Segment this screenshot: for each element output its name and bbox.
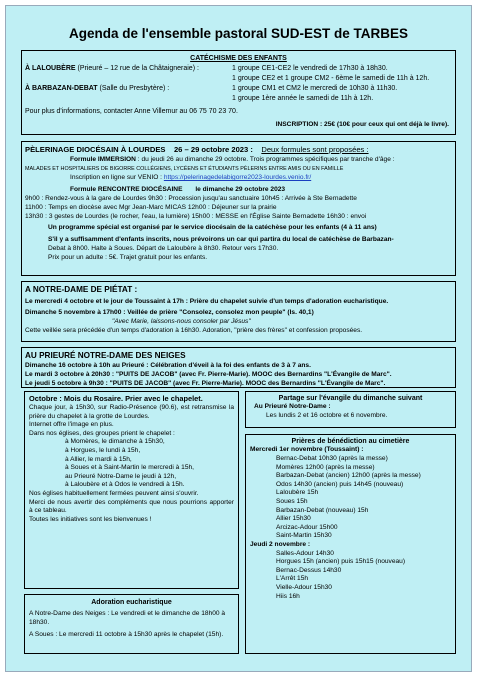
program-line-1: 9h00 : Rendez-vous à la gare de Lourdes 9h30 : Procession jusqu'au sanctuaire 10h45 : Arrivée à Ste Bernadette: [25, 195, 357, 202]
partage-heading: Partage sur l'évangile du dimanche suivant: [278, 395, 423, 402]
list-item: à Soues et à Saint-Martin le mercredi à 15h,: [65, 464, 195, 472]
laloubere-place: (Prieuré – 12 rue de la Châtaigneraie) :: [77, 65, 199, 72]
program-line-2: 11h00 : Temps en diocèse avec Mgr Jean-Marc MICAS 12h00 : Déjeuner sur la prairie: [25, 204, 277, 211]
lourdes-groups: MALADES ET HOSPITALIERS DE BIGORRE COLLÉGIENS, LYCÉENS ET ÉTUDIANTS PÈLERINS ENTRE AMIS OU EN FAMILLE: [25, 166, 344, 172]
piete-line-2: Dimanche 5 novembre à 17h00 : Veillée de prière "Consolez, consolez mon peuple" (Is. 40,1): [25, 309, 314, 316]
rosaire-p2: Internet offre l'image en plus.: [29, 421, 114, 429]
immersion-line: [70, 156, 395, 165]
list-item: Vielle-Adour 15h30: [276, 583, 332, 591]
rencontre-label: Formule RENCONTRE DIOCÉSAINE: [70, 186, 183, 193]
laloubere-group-1: 1 groupe CE1-CE2 le vendredi de 17h30 à 18h30.: [232, 65, 388, 72]
rencontre-line: [70, 186, 285, 195]
barbazan-line: [25, 84, 169, 93]
list-item: Horgues 15h (ancien) puis 15h15 (nouveau): [276, 558, 406, 566]
catechisme-contact: Pour plus d'informations, contacter Anne Villemur au 06 75 70 23 70.: [25, 108, 238, 115]
list-item: Arcizac-Adour 15h00: [276, 523, 338, 531]
list-item: au Prieuré Notre-Dame le jeudi à 12h,: [65, 472, 177, 480]
list-item: Laloubère 15h: [276, 489, 319, 497]
piete-heading: A NOTRE-DAME DE PIÉTAT :: [25, 285, 138, 294]
lourdes-dates: 26 – 29 octobre 2023 :: [173, 145, 253, 154]
partage-box: [245, 391, 456, 428]
programme-enfants: Un programme spécial est organisé par le service diocésain de la catéchèse pour les enfants (4 à 11 ans): [48, 224, 377, 231]
adoration-box: [24, 594, 239, 654]
list-item: Odos 14h30 (ancien) puis 14h45 (nouveau): [276, 480, 404, 488]
list-item: à Momères, le dimanche à 15h30,: [65, 438, 165, 446]
bus-line-2: Debat à 8h00. Halte à Soues. Départ de Laloubère à 8h30. Retour vers 17h30.: [48, 245, 279, 252]
program-line-3: 13h30 : 3 gestes de Lourdes (le rocher, l'eau, la lumière) 15h00 : MESSE en l'Église Sainte Bernadette 16h30 : envoi: [25, 213, 367, 220]
rosaire-p4: Nos églises habituellement fermées peuvent ainsi s'ouvrir.: [29, 489, 199, 497]
piete-quote: "Avec Marie, laissons-nous consoler par Jésus": [112, 318, 251, 325]
neiges-box: [21, 347, 456, 388]
neiges-heading: AU PRIEURÉ NOTRE-DAME DES NEIGES: [25, 351, 186, 360]
catechisme-box: [21, 50, 456, 135]
catechisme-heading: CATÉCHISME DES ENFANTS: [190, 55, 287, 62]
benediction-day-2: Jeudi 2 novembre :: [250, 540, 311, 548]
list-item: à Laloubère et à Odos le vendredi à 15h.: [65, 481, 185, 489]
rosaire-heading: Octobre : Mois du Rosaire. Prier avec le chapelet.: [29, 394, 203, 403]
rosaire-p1: Chaque jour, à 15h30, sur Radio-Présence (90.6), est retransmise la prière du chapelet à la grotte de Lourdes.: [29, 404, 234, 420]
list-item: Barbazan-Debat (ancien) 12h00 (après la messe): [276, 472, 421, 480]
immersion-text: : du jeudi 26 au dimanche 29 octobre. Trois programmes spécifiques par tranche d'âge :: [137, 156, 395, 163]
benediction-list-1: [250, 455, 451, 541]
rosaire-p5: Merci de nous avertir des compléments que nous pourrions apporter à ce tableau.: [29, 498, 234, 515]
list-item: Momères 12h00 (après la messe): [276, 463, 375, 471]
list-item: Salles-Adour 14h30: [276, 549, 334, 557]
venio-link[interactable]: https://pelerinagedelabigorre2023-lourdes.venio.fr/: [163, 174, 312, 181]
list-item: Barbazan-Debat (nouveau) 15h: [276, 506, 369, 514]
benediction-list-2: [250, 550, 451, 602]
adoration-line-2: A Soues : Le mercredi 11 octobre à 15h30 après le chapelet (15h).: [29, 630, 224, 638]
rosaire-p3: Dans nos églises, des groupes prient le chapelet :: [29, 429, 175, 437]
laloubere-line: [25, 64, 199, 73]
list-item: L'Arrêt 15h: [276, 575, 309, 583]
rosaire-box: [24, 391, 239, 589]
lourdes-heading: PÈLERINAGE DIOCÉSAIN À LOURDES: [25, 145, 166, 154]
benediction-heading: Prières de bénédiction au cimetière: [291, 438, 410, 445]
list-item: Saint-Martin 15h30: [276, 532, 332, 540]
list-item: Bernac-Debat 10h30 (après la messe): [276, 455, 388, 462]
barbazan-place: (Salle du Presbytère) :: [99, 85, 170, 92]
list-item: Allier 15h30: [276, 515, 311, 523]
rencontre-date: le dimanche 29 octobre 2023: [195, 186, 286, 193]
laloubere-group-2: 1 groupe CE2 et 1 groupe CM2 - 6ème le samedi de 11h à 12h.: [232, 75, 430, 82]
partage-line-2: Les lundis 2 et 16 octobre et 6 novembre.: [266, 412, 388, 419]
neiges-line-3: Le jeudi 5 octobre à 9h30 : "PUITS DE JACOB" (avec Fr. Pierre-Marie). MOOC des Bernardins "L'Évangile de Marc".: [25, 380, 386, 387]
list-item: Bernac-Dessus 14h30: [276, 566, 342, 574]
barbazan-group-1: 1 groupe CM1 et CM2 le mercredi de 10h30 à 11h30.: [232, 85, 398, 92]
barbazan-group-2: 1 groupe 1ère année le samedi de 11h à 12h.: [232, 95, 374, 102]
list-item: Soues 15h: [276, 497, 308, 505]
benediction-day-1: Mercredi 1er novembre (Toussaint) :: [250, 446, 364, 454]
lourdes-formules: Deux formules sont proposées :: [261, 145, 369, 154]
adoration-heading: Adoration eucharistique: [91, 599, 172, 606]
venio-line: [70, 174, 311, 183]
rosaire-p6: Toutes les initiatives sont les bienvenues !: [29, 515, 152, 523]
bus-line-1: S'il y a suffisamment d'enfants inscrits, nous prévoirons un car qui partira du local de catéchèse de Barbazan-: [48, 236, 394, 243]
lourdes-header: [25, 145, 369, 154]
partage-line-1: Au Prieuré Notre-Dame :: [254, 403, 331, 411]
piete-box: [21, 281, 456, 342]
adoration-line-1: A Notre-Dame des Neiges : Le vendredi et le dimanche de 18h00 à 18h30.: [29, 610, 226, 626]
list-item: à Allier, le mardi à 15h,: [65, 455, 132, 463]
list-item: Hiis 16h: [276, 592, 300, 600]
list-item: à Horgues, le lundi à 15h,: [65, 446, 141, 454]
piete-line-1: Le mercredi 4 octobre et le jour de Toussaint à 17h : Prière du chapelet suivie d'un temps d'adoration eucharistique.: [25, 298, 389, 305]
venio-text: Inscription en ligne sur VENIO :: [70, 174, 162, 181]
bus-line-3: Prix pour un adulte : 5€. Trajet gratuit pour les enfants.: [48, 254, 208, 261]
laloubere-label: À LALOUBÈRE: [25, 65, 76, 72]
neiges-line-2: Le mardi 3 octobre à 20h30 : "PUITS DE JACOB" (avec Fr. Pierre-Marie). MOOC des Bernardins "L'Évangile de Marc".: [25, 371, 392, 378]
lourdes-box: [21, 141, 456, 276]
rosaire-list: [29, 438, 234, 490]
catechisme-inscription: INSCRIPTION : 25€ (10€ pour ceux qui ont déjà le livre).: [275, 121, 449, 128]
neiges-line-1: Dimanche 16 octobre à 10h au Prieuré : Célébration d'éveil à la foi des enfants de 3 à 7 ans.: [25, 362, 311, 369]
piete-line-3: Cette veillée sera précédée d'un temps d'adoration à 16h30. Adoration, "prière des frères" et confession proposées.: [25, 327, 363, 334]
barbazan-label: À BARBAZAN-DEBAT: [25, 85, 98, 92]
benediction-box: [245, 434, 456, 654]
page-title: Agenda de l'ensemble pastoral SUD-EST de TARBES: [68, 26, 409, 41]
immersion-label: Formule IMMERSION: [70, 156, 136, 163]
agenda-page: [5, 5, 472, 672]
